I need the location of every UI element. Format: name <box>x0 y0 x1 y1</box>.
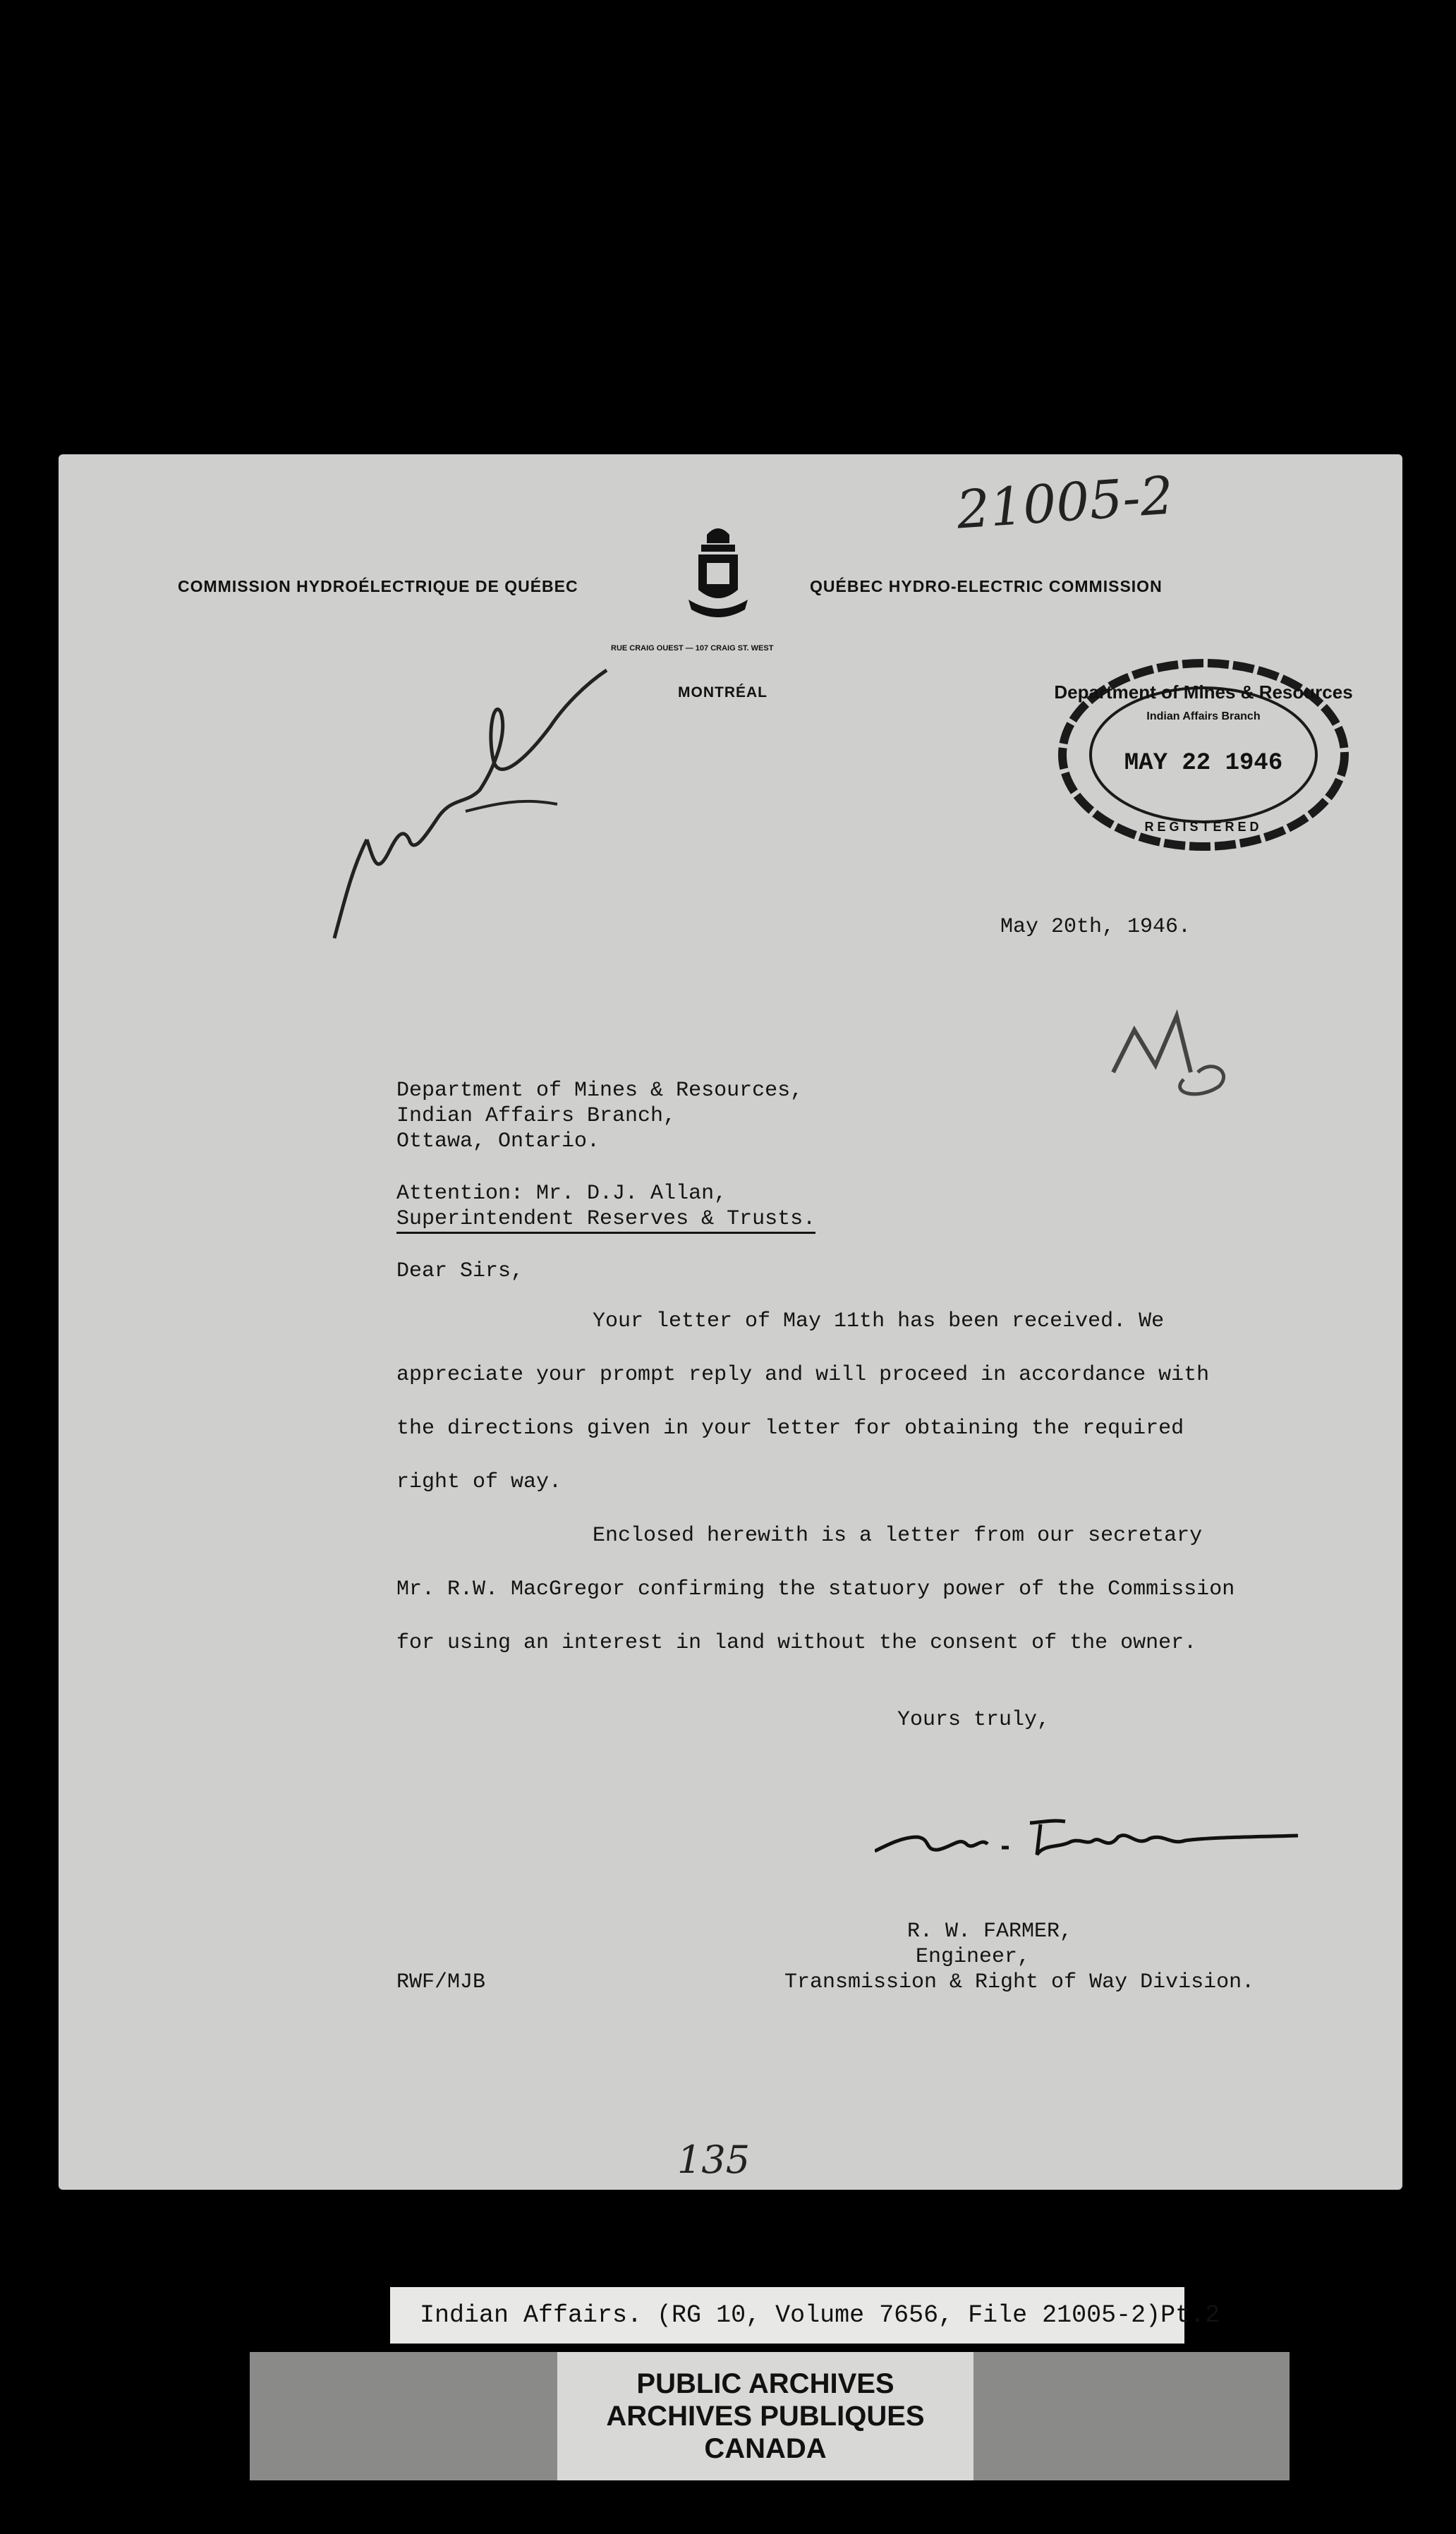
stamp-branch: Indian Affairs Branch <box>1146 710 1261 722</box>
crest-icon <box>686 522 751 621</box>
attention-title: Superintendent Reserves & Trusts. <box>396 1206 815 1234</box>
recipient-line-2: Indian Affairs Branch, <box>396 1104 677 1128</box>
archive-label-text: Indian Affairs. (RG 10, Volume 7656, File 21005-2)Pt.2 <box>420 2301 1220 2329</box>
body-line-1: Your letter of May 11th has been received. We <box>593 1309 1165 1333</box>
attention-line: Attention: Mr. D.J. Allan, <box>396 1182 727 1206</box>
signer-division: Transmission & Right of Way Division. <box>784 1970 1255 1994</box>
archive-card <box>557 2352 973 2480</box>
body-line-7: for using an interest in land without the consent of the owner. <box>396 1631 1197 1655</box>
body-line-5: Enclosed herewith is a letter from our secretary <box>593 1524 1203 1548</box>
recipient-line-3: Ottawa, Ontario. <box>396 1129 600 1153</box>
recipient-line-1: Department of Mines & Resources, <box>396 1079 803 1103</box>
letter-date: May 20th, 1946. <box>1000 915 1191 939</box>
archive-label <box>390 2287 1220 2344</box>
letterhead-city: MONTRÉAL <box>678 684 768 701</box>
body-line-2: appreciate your prompt reply and will proceed in accordance with <box>396 1363 1210 1387</box>
letterhead-address: RUE CRAIG OUEST — 107 CRAIG ST. WEST <box>611 644 774 653</box>
office-mark <box>1106 995 1247 1101</box>
received-stamp <box>1052 649 1354 861</box>
closing: Yours truly, <box>897 1708 1050 1732</box>
letterhead-english: QUÉBEC HYDRO-ELECTRIC COMMISSION <box>810 577 1163 595</box>
archive-card-line-2: ARCHIVES PUBLIQUES <box>606 2401 925 2432</box>
page-number: 135 <box>677 2138 751 2182</box>
archive-card-line-1: PUBLIC ARCHIVES <box>636 2368 894 2399</box>
signer-title: Engineer, <box>916 1945 1031 1969</box>
handwritten-initials <box>324 628 621 952</box>
stamp-registered: REGISTERED <box>1144 820 1263 834</box>
stamp-department: Department of Mines & Resources <box>1054 681 1353 703</box>
letterhead-french: COMMISSION HYDROÉLECTRIQUE DE QUÉBEC <box>178 577 578 595</box>
reference-initials: RWF/MJB <box>396 1970 486 1994</box>
signer-name: R. W. FARMER, <box>907 1920 1073 1944</box>
body-line-6: Mr. R.W. MacGregor confirming the statuory power of the Commission <box>396 1577 1235 1601</box>
salutation: Dear Sirs, <box>396 1259 524 1283</box>
stamp-date: MAY 22 1946 <box>1124 750 1283 777</box>
body-line-4: right of way. <box>396 1470 562 1494</box>
file-number: 21005-2 <box>954 465 1176 541</box>
handwritten-signature <box>875 1816 1298 1865</box>
archive-card-line-3: CANADA <box>704 2433 827 2464</box>
body-line-3: the directions given in your letter for obtaining the required <box>396 1417 1184 1441</box>
